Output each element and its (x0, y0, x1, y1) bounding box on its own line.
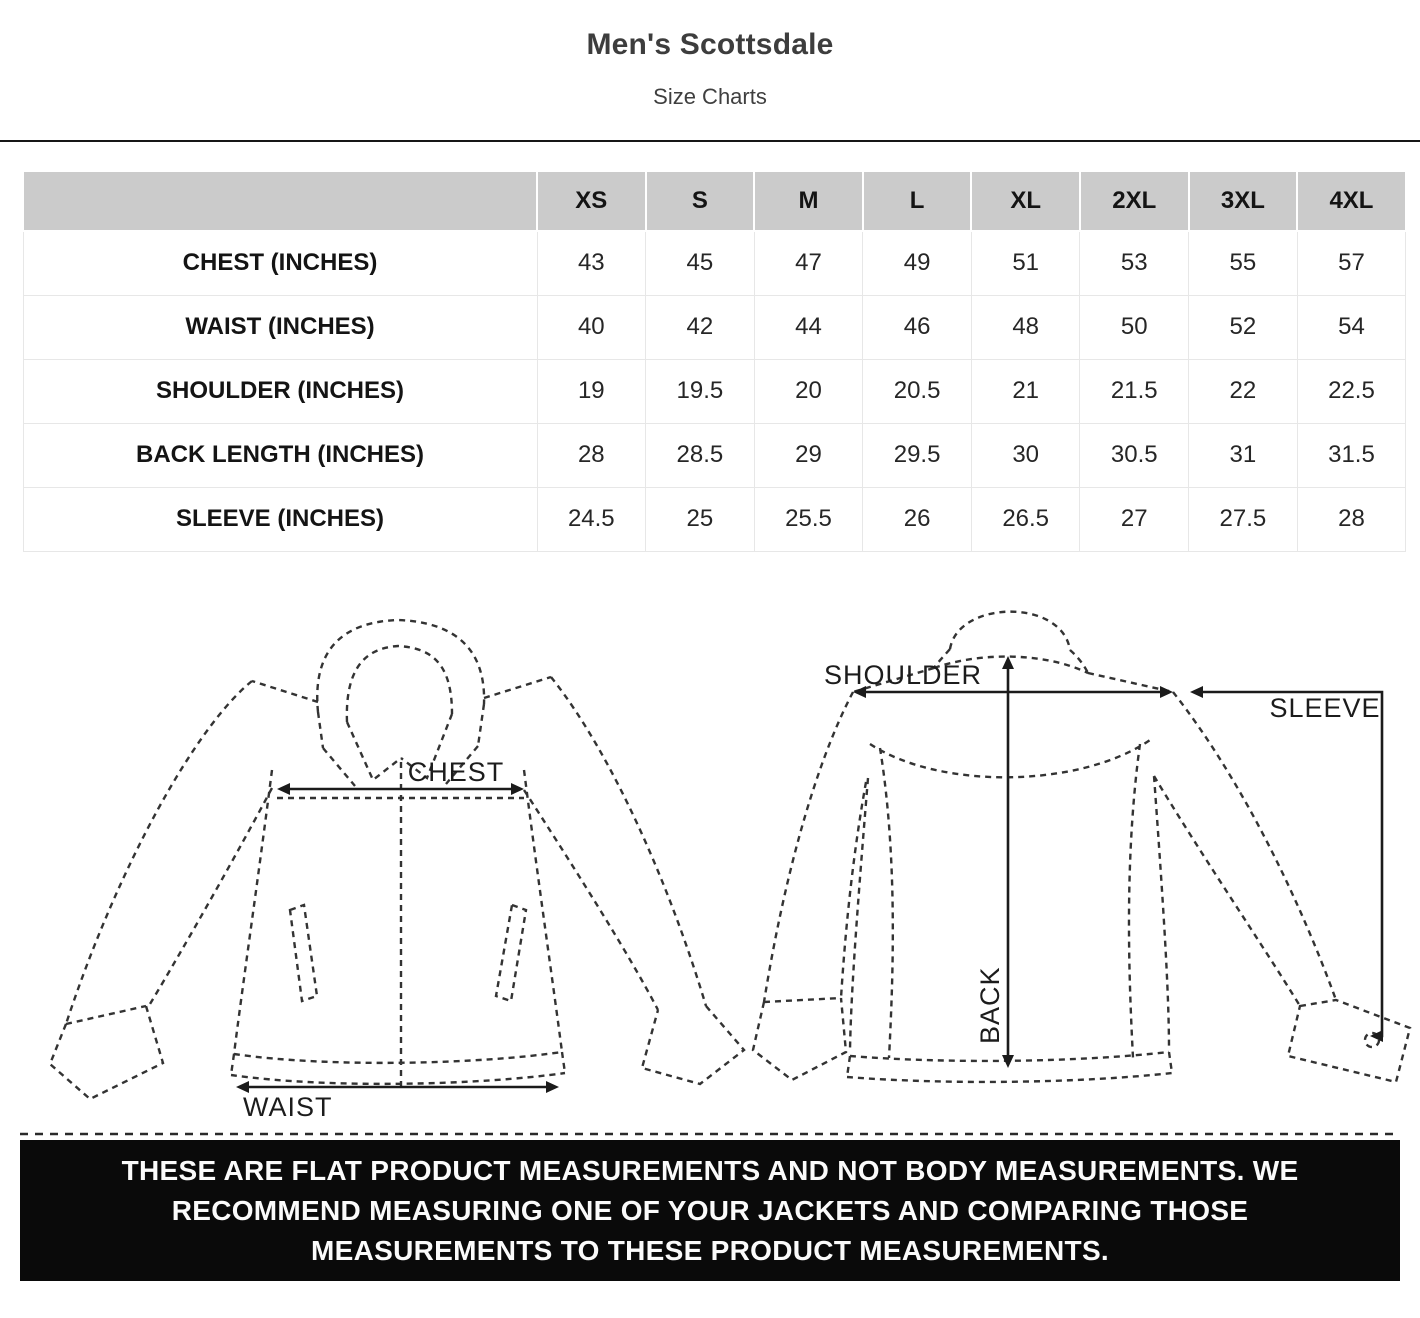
size-value-cell: 51 (971, 231, 1080, 295)
size-value-cell: 31.5 (1297, 423, 1406, 487)
size-column-header: 3XL (1189, 171, 1298, 231)
size-value-cell: 43 (537, 231, 646, 295)
shoulder-label: SHOULDER (824, 660, 983, 690)
size-value-cell: 20 (754, 359, 863, 423)
size-column-header: M (754, 171, 863, 231)
footer-disclaimer (20, 1140, 1400, 1281)
size-value-cell: 30 (971, 423, 1080, 487)
size-value-cell: 42 (646, 295, 755, 359)
size-value-cell: 52 (1189, 295, 1298, 359)
size-column-header: L (863, 171, 972, 231)
size-value-cell: 20.5 (863, 359, 972, 423)
row-label: BACK LENGTH (INCHES) (23, 423, 537, 487)
size-column-header: 2XL (1080, 171, 1189, 231)
row-label: SHOULDER (INCHES) (23, 359, 537, 423)
size-value-cell: 28 (1297, 487, 1406, 551)
size-value-cell: 50 (1080, 295, 1189, 359)
sleeve-label: SLEEVE (1269, 693, 1381, 723)
size-value-cell: 26 (863, 487, 972, 551)
row-label: SLEEVE (INCHES) (23, 487, 537, 551)
size-value-cell: 57 (1297, 231, 1406, 295)
back-label: BACK (975, 966, 1005, 1044)
back-measure-arrow-lines (862, 664, 1382, 1060)
page-subtitle: Size Charts (653, 84, 767, 109)
size-value-cell: 27 (1080, 487, 1189, 551)
row-label: WAIST (INCHES) (23, 295, 537, 359)
footer-disclaimer-text: THESE ARE FLAT PRODUCT MEASUREMENTS AND NOT BODY MEASUREMENTS. WE RECOMMEND MEASURING ONE OF YOUR JACKETS AND COMPARING THOSE MEASUREMENTS TO THESE PRODUCT MEASUREMENTS. (121, 1154, 1299, 1266)
chest-label: CHEST (407, 757, 505, 787)
size-value-cell: 47 (754, 231, 863, 295)
size-value-cell: 22.5 (1297, 359, 1406, 423)
size-value-cell: 22 (1189, 359, 1298, 423)
size-value-cell: 49 (863, 231, 972, 295)
front-jacket-outline (50, 620, 744, 1099)
size-value-cell: 30.5 (1080, 423, 1189, 487)
size-value-cell: 29.5 (863, 423, 972, 487)
size-value-cell: 27.5 (1189, 487, 1298, 551)
back-jacket-diagram (753, 612, 1410, 1082)
size-value-cell: 31 (1189, 423, 1298, 487)
row-label: CHEST (INCHES) (23, 231, 537, 295)
waist-label: WAIST (243, 1092, 333, 1122)
page-title: Men's Scottsdale (586, 28, 834, 61)
size-value-cell: 28 (537, 423, 646, 487)
size-value-cell: 21 (971, 359, 1080, 423)
front-measure-arrow-lines (246, 789, 549, 1087)
size-value-cell: 40 (537, 295, 646, 359)
size-value-cell: 53 (1080, 231, 1189, 295)
size-value-cell: 45 (646, 231, 755, 295)
size-value-cell: 48 (971, 295, 1080, 359)
size-value-cell: 54 (1297, 295, 1406, 359)
size-column-header: 4XL (1297, 171, 1406, 231)
size-column-header: XS (537, 171, 646, 231)
size-value-cell: 46 (863, 295, 972, 359)
size-value-cell: 44 (754, 295, 863, 359)
size-column-header: S (646, 171, 755, 231)
size-value-cell: 19.5 (646, 359, 755, 423)
front-jacket-diagram (50, 620, 744, 1122)
size-value-cell: 24.5 (537, 487, 646, 551)
size-column-header: XL (971, 171, 1080, 231)
size-value-cell: 26.5 (971, 487, 1080, 551)
front-measure-arrowheads (236, 783, 559, 1093)
size-value-cell: 25.5 (754, 487, 863, 551)
size-value-cell: 55 (1189, 231, 1298, 295)
size-value-cell: 25 (646, 487, 755, 551)
size-value-cell: 21.5 (1080, 359, 1189, 423)
size-value-cell: 19 (537, 359, 646, 423)
size-value-cell: 28.5 (646, 423, 755, 487)
size-value-cell: 29 (754, 423, 863, 487)
